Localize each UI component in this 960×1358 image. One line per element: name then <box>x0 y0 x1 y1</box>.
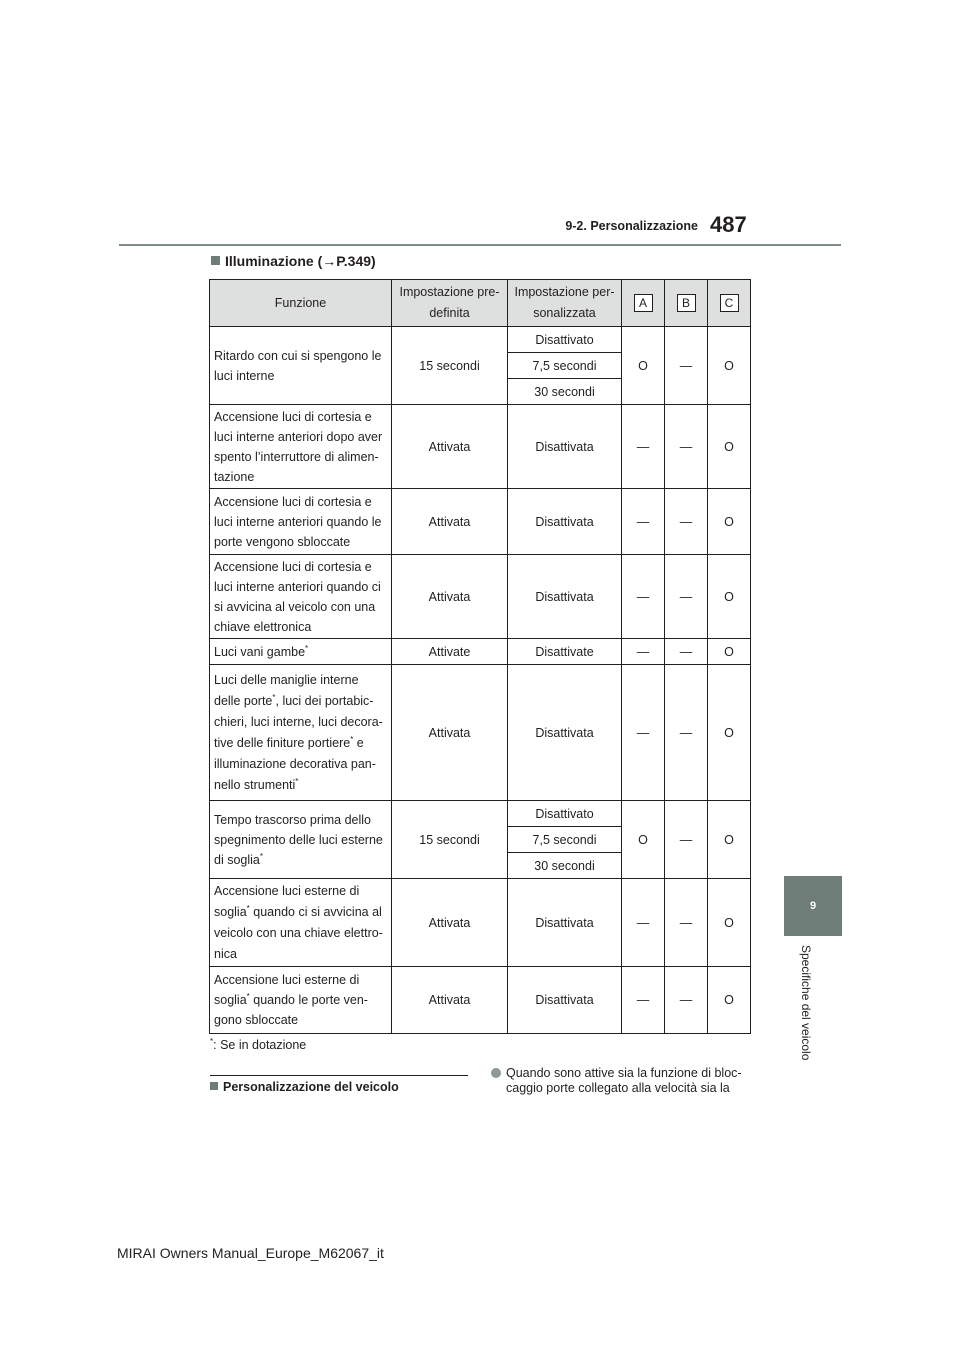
cell-option: 30 secondi <box>508 379 622 405</box>
column-b-label: B <box>677 294 696 312</box>
table-row <box>210 967 751 1034</box>
page-reference-link[interactable]: →P.349 <box>322 253 372 269</box>
header-rule <box>119 244 841 246</box>
cell-c: O <box>708 879 751 967</box>
cell-funzione <box>210 639 392 665</box>
bullet-paragraph <box>491 1066 756 1096</box>
cell-b: — <box>665 967 708 1034</box>
cell-custom: Disattivata <box>508 405 622 489</box>
cell-default: 15 secondi <box>392 327 508 405</box>
cell-default: 15 secondi <box>392 801 508 879</box>
cell-b: — <box>665 489 708 555</box>
cell-default: Attivata <box>392 405 508 489</box>
cell-custom: Disattivata <box>508 967 622 1034</box>
settings-table <box>209 279 751 1034</box>
cell-default: Attivata <box>392 967 508 1034</box>
cell-a: — <box>622 967 665 1034</box>
table-row <box>210 879 751 967</box>
section-heading <box>211 253 376 269</box>
column-c-label: C <box>720 294 739 312</box>
cell-option: 7,5 secondi <box>508 827 622 853</box>
footnote-mark: * <box>295 776 299 786</box>
cell-default: Attivata <box>392 555 508 639</box>
cell-option: 30 secondi <box>508 853 622 879</box>
funzione-text: Luci delle maniglie interne delle porte <box>214 672 359 708</box>
cell-funzione <box>210 801 392 879</box>
cell-funzione: Accensione luci di cortesia e luci interne anteriori quando le porte vengono sbloccate <box>210 489 392 555</box>
cell-c: O <box>708 489 751 555</box>
cell-a: — <box>622 405 665 489</box>
cell-a: — <box>622 639 665 665</box>
footnote-text: : Se in dotazione <box>213 1038 307 1052</box>
bullet-line: caggio porte collegato alla velocità sia la <box>506 1081 730 1095</box>
cell-b: — <box>665 801 708 879</box>
cell-a: O <box>622 801 665 879</box>
bullet-line <box>491 1066 756 1081</box>
footnote-mark: * <box>210 1036 214 1046</box>
cell-funzione: Ritardo con cui si spengono le luci interne <box>210 327 392 405</box>
cell-b: — <box>665 405 708 489</box>
cell-c: O <box>708 665 751 801</box>
footnote <box>210 1038 306 1052</box>
cell-funzione: Accensione luci di cortesia e luci interne anteriori dopo aver spento l’interruttore di alimen-tazione <box>210 405 392 489</box>
header-b <box>665 280 708 327</box>
cell-a: — <box>622 489 665 555</box>
cell-funzione: Accensione luci di cortesia e luci interne anteriori quando ci si avvicina al veicolo con una chiave elettronica <box>210 555 392 639</box>
cell-option: Disattivato <box>508 801 622 827</box>
table-row <box>210 801 751 827</box>
cell-a: — <box>622 879 665 967</box>
bullet-text: Quando sono attive sia la funzione di bloc- <box>506 1066 742 1080</box>
cell-default: Attivata <box>392 879 508 967</box>
square-bullet-icon <box>210 1082 218 1090</box>
subsection-heading <box>210 1080 399 1094</box>
cell-c: O <box>708 405 751 489</box>
cell-a: — <box>622 665 665 801</box>
header-custom: Impostazione per- sonalizzata <box>508 280 622 327</box>
cell-a: — <box>622 555 665 639</box>
funzione-text: quando ci si avvicina al veicolo con una chiave elettro-nica <box>214 904 383 961</box>
section-heading-text: Illuminazione ( <box>225 253 323 269</box>
cell-funzione <box>210 967 392 1034</box>
footnote-mark: * <box>350 734 354 744</box>
cell-default: Attivate <box>392 639 508 665</box>
cell-b: — <box>665 555 708 639</box>
chapter-title: Specifiche del veicolo <box>799 945 813 1061</box>
table-row <box>210 327 751 353</box>
cell-c: O <box>708 639 751 665</box>
cell-default: Attivata <box>392 489 508 555</box>
header-funzione: Funzione <box>210 280 392 327</box>
funzione-text: , luci dei portabic-chieri, luci interne, luci decora-tive delle finiture portiere <box>214 693 383 750</box>
table-row <box>210 405 751 489</box>
cell-c: O <box>708 327 751 405</box>
circle-bullet-icon <box>491 1068 501 1078</box>
table-row <box>210 639 751 665</box>
cell-c: O <box>708 801 751 879</box>
table-row <box>210 555 751 639</box>
cell-b: — <box>665 327 708 405</box>
square-bullet-icon <box>211 256 220 265</box>
table-row <box>210 665 751 801</box>
cell-default: Attivata <box>392 665 508 801</box>
cell-b: — <box>665 665 708 801</box>
cell-c: O <box>708 967 751 1034</box>
table-header-row <box>210 280 751 327</box>
column-a-label: A <box>634 294 653 312</box>
chapter-number: 9 <box>809 900 817 912</box>
footnote-mark: * <box>246 991 250 1001</box>
header-a <box>622 280 665 327</box>
section-heading-end: ) <box>371 253 376 269</box>
cell-custom: Disattivata <box>508 489 622 555</box>
funzione-text: e illuminazione decorativa pan-nello strumenti <box>214 735 376 792</box>
cell-funzione <box>210 665 392 801</box>
cell-b: — <box>665 879 708 967</box>
footnote-mark: * <box>272 692 276 702</box>
footnote-mark: * <box>305 643 309 653</box>
page-number: 487 <box>710 212 747 237</box>
chapter-tab <box>784 876 842 936</box>
cell-custom: Disattivate <box>508 639 622 665</box>
table-row <box>210 489 751 555</box>
cell-funzione <box>210 879 392 967</box>
cell-custom: Disattivata <box>508 879 622 967</box>
footnote-mark: * <box>259 851 263 861</box>
document-footer: MIRAI Owners Manual_Europe_M62067_it <box>117 1245 384 1261</box>
cell-custom: Disattivata <box>508 555 622 639</box>
running-header-section: 9-2. Personalizzazione <box>565 219 698 233</box>
cell-option: 7,5 secondi <box>508 353 622 379</box>
footnote-mark: * <box>246 903 250 913</box>
header-default: Impostazione pre- definita <box>392 280 508 327</box>
cell-c: O <box>708 555 751 639</box>
funzione-text: quando le porte ven-gono sbloccate <box>214 993 368 1027</box>
cell-b: — <box>665 639 708 665</box>
funzione-text: Tempo trascorso prima dello spegnimento delle luci esterne di soglia <box>214 812 383 867</box>
subsection-heading-text: Personalizzazione del veicolo <box>223 1080 399 1094</box>
funzione-text: Accensione luci esterne di soglia <box>214 973 360 1007</box>
cell-a: O <box>622 327 665 405</box>
header-c <box>708 280 751 327</box>
cell-option: Disattivato <box>508 327 622 353</box>
cell-custom: Disattivata <box>508 665 622 801</box>
funzione-text: Accensione luci esterne di soglia <box>214 883 360 919</box>
column-rule <box>210 1075 468 1076</box>
funzione-text: Luci vani gambe <box>214 644 306 659</box>
